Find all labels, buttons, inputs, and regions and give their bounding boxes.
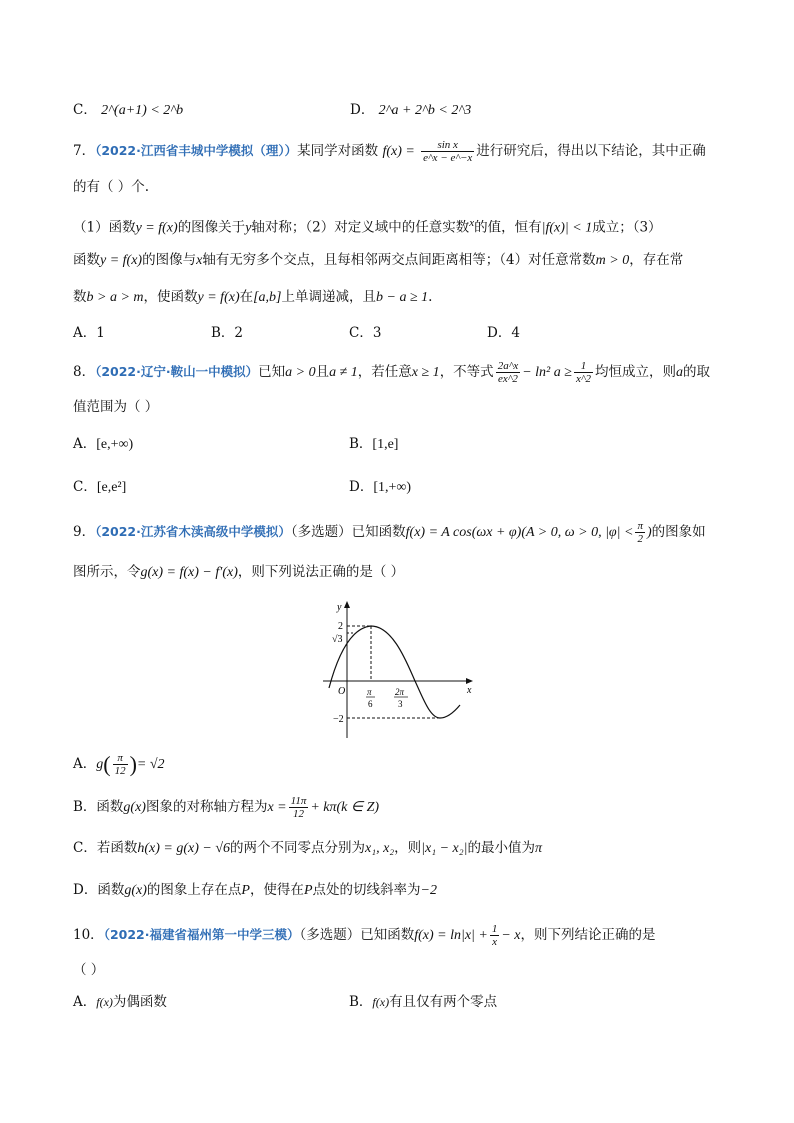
q7-l5i: . <box>428 289 433 305</box>
q10-number: 10． <box>73 927 104 943</box>
q7-l4c: 的图像与 <box>142 252 197 268</box>
q7-l5d: y = f(x) <box>197 290 240 305</box>
q7-source: （2022·江西省丰城中学模拟（理）） <box>95 143 298 158</box>
q7-l4f: m > 0 <box>595 253 630 268</box>
q9-graph <box>315 598 485 743</box>
q8-option-a <box>73 434 133 455</box>
q7-l3a: （1）函数 <box>73 219 136 236</box>
q7-text-b: 进行研究后，得出以下结论，其中正确 <box>476 143 706 159</box>
q9-stem-line1 <box>73 520 706 545</box>
q9-optC8: π <box>534 841 542 856</box>
q6-option-c <box>73 100 183 121</box>
q9-s3: ) <box>646 525 652 540</box>
x-tick-2pi3-num: 2π <box>395 687 405 697</box>
q9-optC7: 的最小值为 <box>467 840 535 856</box>
q8-optD-math: [1,+∞) <box>373 480 412 495</box>
q9-optA-fd: 12 <box>114 765 126 777</box>
q9-optA-frac <box>113 752 128 777</box>
q7-option-d: D．4 <box>487 325 520 341</box>
q8-s2: a > 0 <box>285 365 316 380</box>
q8-s1: 已知 <box>258 364 286 380</box>
cosine-curve <box>329 626 460 718</box>
q10-optB1: B． <box>349 994 373 1010</box>
q9-optC2: h(x) = g(x) − √6 <box>137 841 230 856</box>
q10-optB3: 有且仅有两个零点 <box>389 994 498 1010</box>
q7-l4b: y = f(x) <box>100 253 143 268</box>
q7-l3h: |f(x)| < 1 <box>541 220 593 236</box>
x-axis-arrow <box>466 678 473 684</box>
q9-optC4: x₁, x₂ <box>365 841 395 856</box>
q9-option-d <box>73 880 437 901</box>
q10-frac <box>490 923 500 948</box>
q10-s4: ，则下列结论正确的是 <box>520 927 656 943</box>
q9-optC1: C．若函数 <box>73 840 138 856</box>
y-axis-label: y <box>337 602 342 613</box>
q8-stem-line1 <box>73 360 710 385</box>
q9-optD8: −2 <box>420 883 437 898</box>
q9-source: （2022·江苏省木渎高级中学模拟） <box>95 524 291 539</box>
q8-stem-line2: 值范围为（ ） <box>73 399 159 415</box>
q7-l5e: 在 <box>239 289 254 305</box>
q9-optB-fn: 11π <box>290 795 307 807</box>
q7-l4g: ，存在常 <box>629 252 684 268</box>
q10-stem-line2: （ ） <box>73 962 105 978</box>
q10-optA3: 为偶函数 <box>112 994 167 1010</box>
q7-fx: f(x) = <box>382 144 415 159</box>
q8-f2d: x^2 <box>575 373 591 385</box>
q7-line4 <box>73 250 683 271</box>
q7-l4e: 轴有无穷多个交点，且每相邻两交点间距离相等；（4）对任意常数 <box>202 252 596 268</box>
q8-s6: x ≥ 1 <box>411 365 440 380</box>
q7-l3c: 的图像关于 <box>177 219 246 236</box>
q9-pi-frac <box>635 520 645 545</box>
q9-optB-frac <box>289 795 309 820</box>
q8-optC-math: [e,e²] <box>96 480 127 495</box>
q9-optC6: |x₁ − x₂| <box>421 841 468 856</box>
q9-optA-fn: π <box>113 752 128 765</box>
q9-option-c <box>73 838 542 859</box>
q9-optB5: + kπ(k ∈ Z) <box>310 800 380 815</box>
q10-optA2: f(x) <box>96 995 113 1009</box>
q7-l5h: b − a ≥ 1 <box>376 290 429 305</box>
q8-f1d: ex^2 <box>498 373 518 385</box>
q8-option-b <box>349 434 398 455</box>
q8-s8: − ln² a ≥ <box>522 365 572 380</box>
y-tick-neg2: −2 <box>333 714 344 725</box>
q7-l5g: 上单调递减，且 <box>281 289 377 305</box>
y-axis-arrow <box>344 601 350 608</box>
q9-optB-fd: 12 <box>292 808 304 820</box>
q8-s5: ，若任意 <box>357 364 412 380</box>
q9-optA-g: g <box>96 757 104 772</box>
q8-s3: 且 <box>315 364 330 380</box>
x-tick-2pi3-den: 3 <box>398 699 403 709</box>
q6-option-d-label: D． <box>350 102 375 118</box>
y-tick-sqrt3: √3 <box>332 634 343 645</box>
q6-option-c-math: 2^(a+1) < 2^b <box>101 103 184 118</box>
q9-stem2b: g(x) = f(x) − f′(x) <box>140 565 238 580</box>
q8-frac1 <box>496 360 521 385</box>
q9-optA-r: = √2 <box>136 757 165 772</box>
q9-option-a <box>73 752 165 777</box>
q10-optB2: f(x) <box>372 995 390 1009</box>
q7-l5f: [a,b] <box>253 290 282 305</box>
q9-optC5: ，则 <box>394 840 422 856</box>
q8-optC-label: C． <box>73 479 97 495</box>
q8-s9: 均恒成立，则 <box>594 364 676 380</box>
q9-s4: 的图象如 <box>651 524 706 540</box>
x-tick-pi6-den: 6 <box>368 699 373 709</box>
q8-f1n: 2a^x <box>497 360 519 372</box>
q9-multi: （多选题） <box>290 524 352 540</box>
q8-option-c <box>73 477 126 498</box>
q8-f2n: 1 <box>574 360 593 373</box>
q7-stem-line1 <box>73 139 706 164</box>
q10-multi: （多选题） <box>299 927 361 943</box>
q8-frac2 <box>574 360 593 385</box>
q8-optA-math: [e,+∞) <box>96 437 134 452</box>
q9-optC3: 的两个不同零点分别为 <box>230 840 365 856</box>
q7-l4d: x <box>196 253 203 268</box>
y-tick-2: 2 <box>338 621 343 632</box>
q6-option-d <box>350 100 471 121</box>
q6-option-c-label: C． <box>73 102 97 118</box>
q9-optD1: D．函数 <box>73 882 125 898</box>
q9-pid: 2 <box>637 533 643 545</box>
q10-fn: 1 <box>491 923 498 935</box>
q9-pin: π <box>637 520 643 532</box>
q10-s3: − x <box>501 928 521 943</box>
q7-l3b: y = f(x) <box>135 220 178 236</box>
q9-optD6: P <box>303 883 313 898</box>
q7-option-a: A．1 <box>73 325 105 341</box>
q7-frac-den: e^x − e^−x <box>423 152 473 164</box>
q8-optA-label: A． <box>73 436 97 452</box>
q9-optA-rparen: ) <box>129 751 137 777</box>
q9-s2: f(x) = A cos(ωx + φ)(A > 0, ω > 0, |φ| < <box>405 525 634 540</box>
q9-option-b <box>73 795 379 820</box>
q9-optD3: 的图象上存在点 <box>146 882 242 898</box>
q8-option-d <box>349 477 411 498</box>
q7-l3e: 轴对称；（2）对定义域中的任意实数 <box>251 219 470 236</box>
q9-s1: 已知函数 <box>351 524 406 540</box>
q9-optD2: g(x) <box>124 883 147 898</box>
q7-fraction <box>421 139 474 164</box>
q7-stem2: 的有（ ）个. <box>73 179 150 195</box>
q9-optB1: B．函数 <box>73 799 124 815</box>
q8-s7: ，不等式 <box>439 364 494 380</box>
q7-l5c: ，使函数 <box>143 289 198 305</box>
q10-s1: 已知函数 <box>360 927 415 943</box>
q7-l3f: x <box>469 217 475 229</box>
q7-option-b: B．2 <box>211 325 244 341</box>
q9-optD7: 点处的切线斜率为 <box>312 882 421 898</box>
q7-l3g: 的值，恒有 <box>474 219 542 236</box>
q9-stem2c: ，则下列说法正确的是（ ） <box>237 564 405 580</box>
q6-option-d-math: 2^a + 2^b < 2^3 <box>378 103 472 118</box>
q9-stem-line2 <box>73 562 404 583</box>
q10-option-a <box>73 992 167 1012</box>
q10-source: （2022·福建省福州第一中学三模） <box>103 927 300 942</box>
q8-source: （2022·辽宁·鞍山一中模拟） <box>95 364 259 379</box>
q10-option-b <box>349 992 497 1012</box>
q8-s4: a ≠ 1 <box>329 365 358 380</box>
q9-optB4: x = <box>267 800 287 815</box>
x-axis-label: x <box>467 685 472 696</box>
q8-optD-label: D． <box>349 479 374 495</box>
q7-stem-line2 <box>73 177 149 197</box>
q8-optB-label: B． <box>349 436 373 452</box>
q8-optB-math: [1,e] <box>372 437 399 452</box>
q8-s11: 的取 <box>682 364 710 380</box>
q10-s2: f(x) = ln|x| + <box>414 928 488 943</box>
q8-s10: a <box>675 365 683 380</box>
q7-frac-num: sin x <box>421 139 474 152</box>
origin-label: O <box>338 686 346 697</box>
q9-optA-lparen: ( <box>103 751 111 777</box>
q10-stem-line1 <box>73 923 656 948</box>
q7-text: 某同学对函数 <box>297 143 379 159</box>
q10-fd: x <box>492 936 498 948</box>
q7-l3d: y <box>245 220 252 236</box>
q9-stem2a: 图所示，令 <box>73 564 141 580</box>
q7-line5 <box>73 287 432 308</box>
q9-optD5: ，使得在 <box>249 882 304 898</box>
q9-optB3: 图象的对称轴方程为 <box>145 799 268 815</box>
q7-l5b: b > a > m <box>86 290 144 305</box>
q7-l3i: 成立；（3） <box>592 219 662 236</box>
q7-number: 7． <box>73 143 96 159</box>
q9-number: 9． <box>73 524 96 540</box>
q9-optB2: g(x) <box>123 800 146 815</box>
q7-line3 <box>73 213 662 239</box>
q8-number: 8． <box>73 364 96 380</box>
q10-optA1: A． <box>73 994 97 1010</box>
q9-optD4: P <box>241 883 250 898</box>
q9-optA-label: A． <box>73 756 97 772</box>
q7-option-c: C．3 <box>349 325 382 341</box>
q7-l4a: 函数 <box>73 252 100 268</box>
q7-l5a: 数 <box>73 289 87 305</box>
x-tick-pi6-num: π <box>367 687 372 697</box>
